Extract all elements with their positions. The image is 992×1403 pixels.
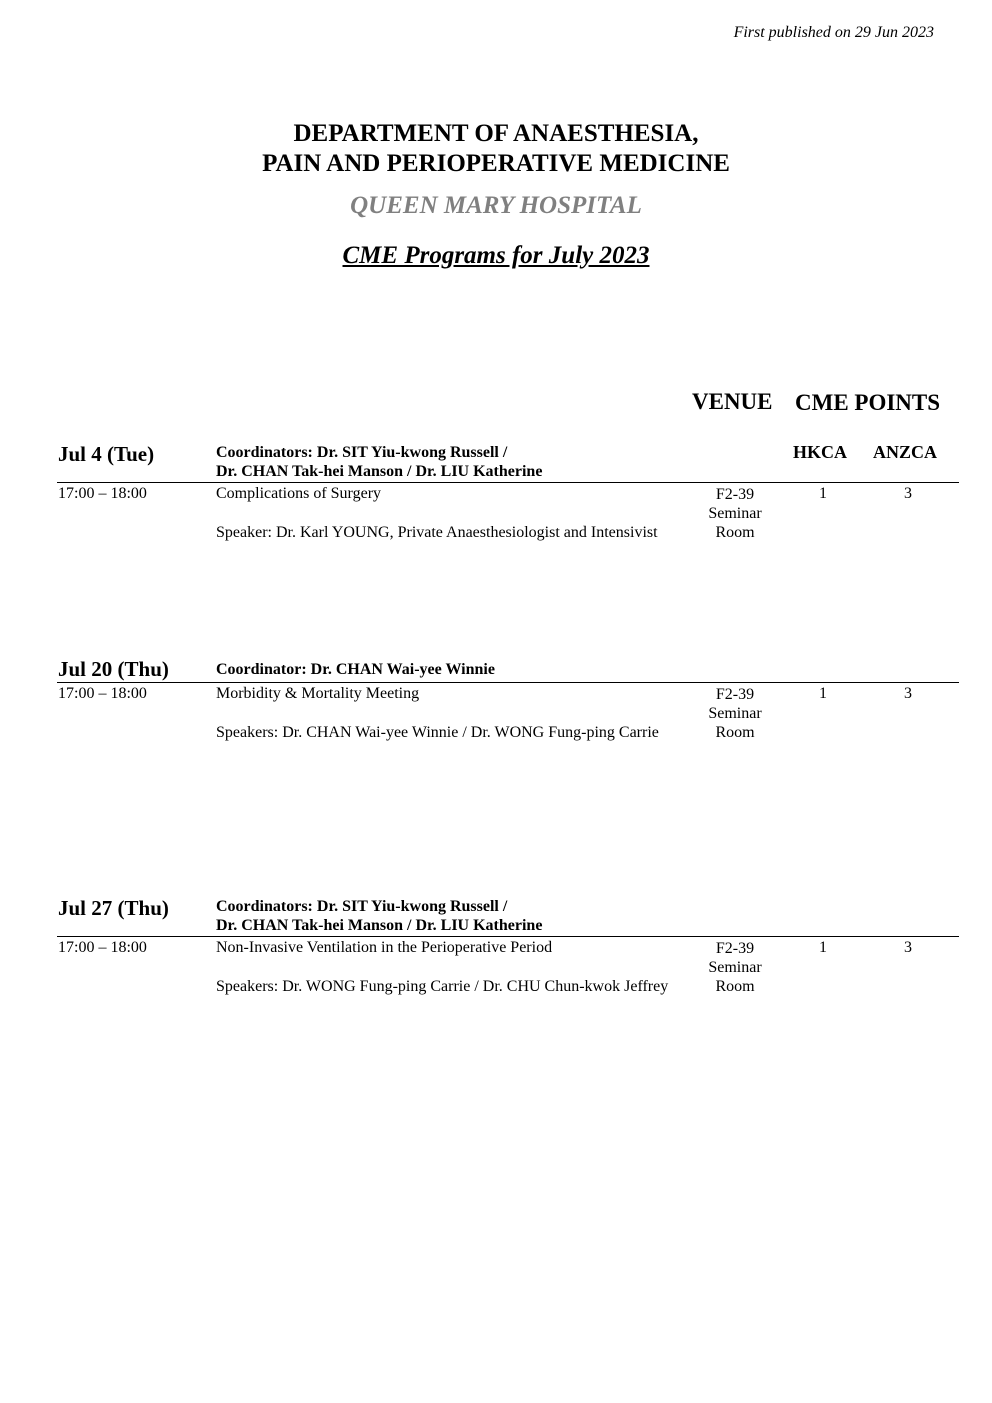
session-speaker: Speakers: Dr. WONG Fung-ping Carrie / Dr. CHU Chun-kwok Jeffrey bbox=[216, 978, 669, 995]
session-coordinators bbox=[216, 443, 542, 481]
coordinators-line1: Coordinators: Dr. SIT Yiu-kwong Russell / bbox=[216, 898, 508, 915]
session-date: Jul 4 (Tue) bbox=[58, 442, 155, 466]
department-title-line2: PAIN AND PERIOPERATIVE MEDICINE bbox=[262, 150, 730, 177]
session-venue bbox=[695, 939, 775, 996]
session-venue bbox=[695, 685, 775, 742]
session-topic: Morbidity & Mortality Meeting bbox=[216, 685, 420, 702]
department-title-line1: DEPARTMENT OF ANAESTHESIA, bbox=[293, 120, 699, 147]
session-time: 17:00 – 18:00 bbox=[58, 685, 147, 702]
session-time: 17:00 – 18:00 bbox=[58, 939, 147, 956]
session-date: Jul 27 (Thu) bbox=[58, 896, 169, 920]
coordinators-line1: Coordinator: Dr. CHAN Wai-yee Winnie bbox=[216, 661, 495, 678]
hkca-points: 1 bbox=[819, 939, 827, 956]
coordinators-line1: Coordinators: Dr. SIT Yiu-kwong Russell / bbox=[216, 444, 508, 461]
program-title: CME Programs for July 2023 bbox=[342, 242, 650, 269]
hkca-points: 1 bbox=[819, 685, 827, 702]
anzca-points: 3 bbox=[904, 939, 912, 956]
session-topic: Non-Invasive Ventilation in the Perioperative Period bbox=[216, 939, 553, 956]
session-divider bbox=[57, 482, 959, 483]
coordinators-line2: Dr. CHAN Tak-hei Manson / Dr. LIU Katherine bbox=[216, 917, 543, 934]
venue-line: F2-39 bbox=[715, 486, 755, 503]
session-venue bbox=[695, 485, 775, 542]
venue-line: Room bbox=[715, 724, 755, 741]
hospital-name: QUEEN MARY HOSPITAL bbox=[350, 192, 642, 219]
venue-line: Seminar bbox=[708, 959, 762, 976]
session-coordinators bbox=[216, 660, 495, 679]
publication-date: First published on 29 Jun 2023 bbox=[733, 24, 934, 41]
session-speaker: Speaker: Dr. Karl YOUNG, Private Anaesthesiologist and Intensivist bbox=[216, 524, 658, 541]
venue-column-header: VENUE bbox=[692, 389, 773, 414]
venue-line: F2-39 bbox=[715, 686, 755, 703]
venue-line: Room bbox=[715, 978, 755, 995]
anzca-points: 3 bbox=[904, 485, 912, 502]
session-time: 17:00 – 18:00 bbox=[58, 485, 147, 502]
coordinators-line2: Dr. CHAN Tak-hei Manson / Dr. LIU Katherine bbox=[216, 463, 543, 480]
hkca-points: 1 bbox=[819, 485, 827, 502]
cme-points-column-header: CME POINTS bbox=[795, 390, 941, 415]
venue-line: Room bbox=[715, 524, 755, 541]
session-divider bbox=[57, 682, 959, 683]
session-date: Jul 20 (Thu) bbox=[58, 657, 169, 681]
anzca-points: 3 bbox=[904, 685, 912, 702]
session-topic: Complications of Surgery bbox=[216, 485, 382, 502]
session-coordinators bbox=[216, 897, 542, 935]
venue-line: F2-39 bbox=[715, 940, 755, 957]
anzca-column-header: ANZCA bbox=[873, 442, 938, 462]
session-divider bbox=[57, 936, 959, 937]
hkca-column-header: HKCA bbox=[793, 442, 847, 462]
session-speaker: Speakers: Dr. CHAN Wai-yee Winnie / Dr. WONG Fung-ping Carrie bbox=[216, 724, 659, 741]
venue-line: Seminar bbox=[708, 705, 762, 722]
venue-line: Seminar bbox=[708, 505, 762, 522]
